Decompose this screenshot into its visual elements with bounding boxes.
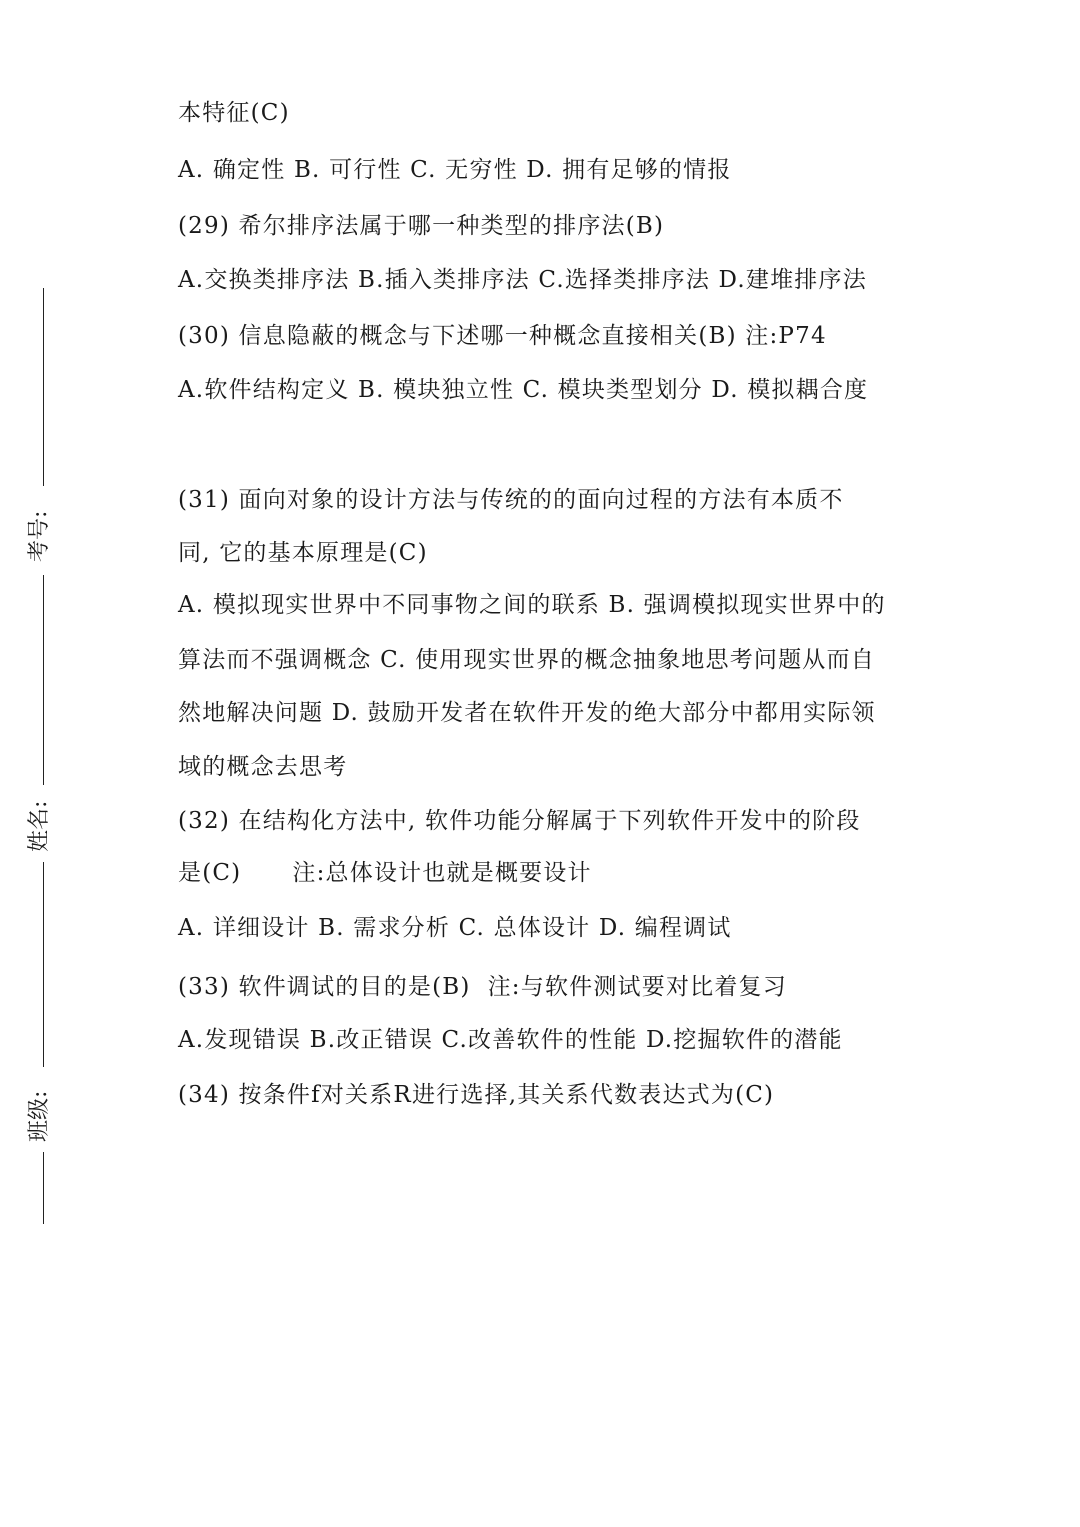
text-line-14: 是(C) 注:总体设计也就是概要设计 xyxy=(178,860,592,886)
text-line-9: A. 模拟现实世界中不同事物之间的联系 B. 强调模拟现实世界中的 xyxy=(178,592,886,618)
margin-rule-top xyxy=(43,288,44,486)
text-line-17: A.发现错误 B.改正错误 C.改善软件的性能 D.挖掘软件的潜能 xyxy=(178,1027,843,1053)
text-line-12: 域的概念去思考 xyxy=(178,754,348,780)
text-line-8: 同, 它的基本原理是(C) xyxy=(178,540,428,566)
margin-rule-name xyxy=(43,862,44,1067)
name-label: 姓名: xyxy=(27,800,52,852)
text-line-5: (30) 信息隐蔽的概念与下述哪一种概念直接相关(B) 注:P74 xyxy=(178,323,827,349)
text-line-1: 本特征(C) xyxy=(178,100,290,126)
exam-number-label: 考号: xyxy=(27,510,52,562)
margin-rule-class xyxy=(43,1152,44,1224)
text-line-15: A. 详细设计 B. 需求分析 C. 总体设计 D. 编程调试 xyxy=(178,915,732,941)
text-line-3: (29) 希尔排序法属于哪一种类型的排序法(B) xyxy=(178,213,665,239)
text-line-16: (33) 软件调试的目的是(B) 注:与软件测试要对比着复习 xyxy=(178,974,787,1000)
text-line-18: (34) 按条件f对关系R进行选择,其关系代数表达式为(C) xyxy=(178,1082,775,1108)
class-label: 班级: xyxy=(27,1090,52,1142)
text-line-10: 算法而不强调概念 C. 使用现实世界的概念抽象地思考问题从而自 xyxy=(178,647,875,673)
margin-rule-exam-number xyxy=(43,575,44,785)
text-line-6: A.软件结构定义 B. 模块独立性 C. 模块类型划分 D. 模拟耦合度 xyxy=(178,377,869,403)
text-line-13: (32) 在结构化方法中, 软件功能分解属于下列软件开发中的阶段 xyxy=(178,808,861,834)
text-line-4: A.交换类排序法 B.插入类排序法 C.选择类排序法 D.建堆排序法 xyxy=(178,267,867,293)
text-line-2: A. 确定性 B. 可行性 C. 无穷性 D. 拥有足够的情报 xyxy=(178,157,732,183)
text-line-11: 然地解决问题 D. 鼓励开发者在软件开发的绝大部分中都用实际领 xyxy=(178,700,876,726)
text-line-7: (31) 面向对象的设计方法与传统的的面向过程的方法有本质不 xyxy=(178,487,844,513)
